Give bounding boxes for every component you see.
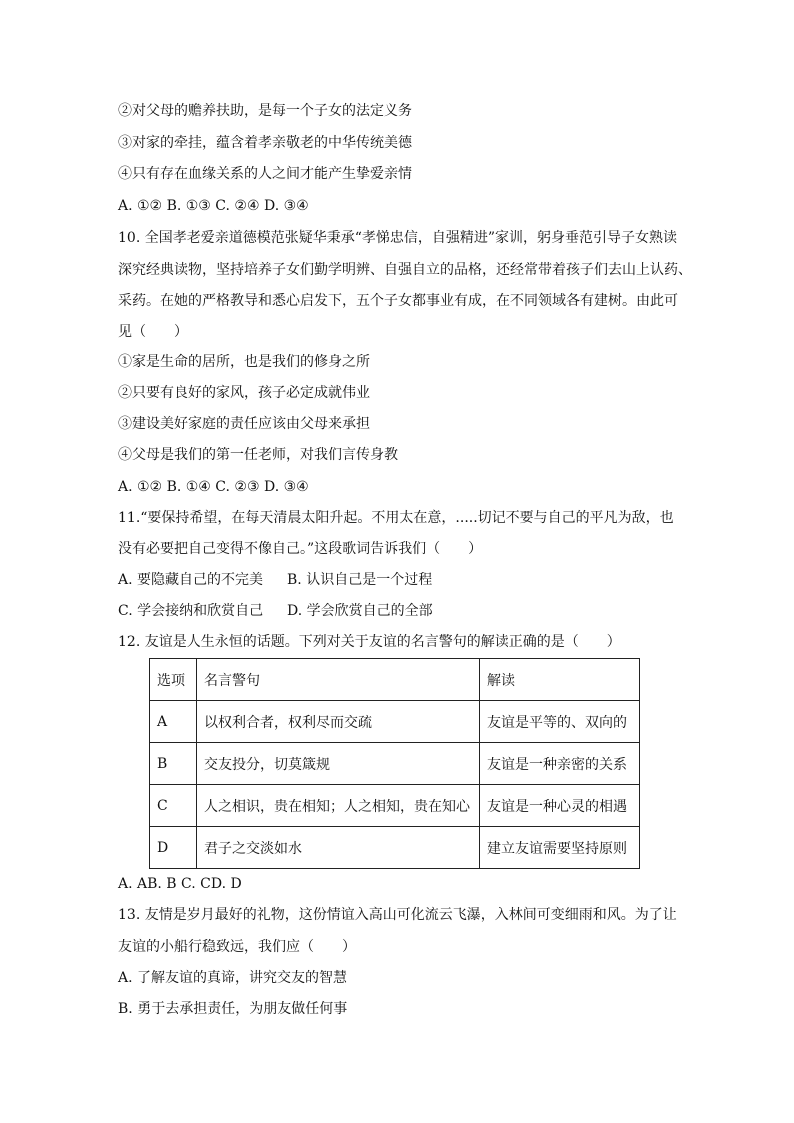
q9-option-4: ④只有存在血缘关系的人之间才能产生挚爱亲情 [118, 166, 412, 182]
table-header-cell: 解读 [480, 659, 640, 701]
q10-stem-line-1: 10. 全国孝老爱亲道德模范张疑华秉承“孝悌忠信，自强精进”家训，躬身垂范引导子女熟读 [118, 230, 678, 246]
table-cell: 人之相识，贵在相知；人之相知，贵在知心 [197, 785, 480, 827]
table-cell: 以权利合者，权利尽而交疏 [197, 701, 480, 743]
table-row [150, 827, 640, 869]
q9-answer-choices: A. ①② B. ①③ C. ②④ D. ③④ [118, 198, 309, 214]
table-cell: B [150, 743, 197, 785]
table-row [150, 743, 640, 785]
table-row [150, 785, 640, 827]
q10-stem-line-2: 深究经典读物，坚持培养子女们勤学明辨、自强自立的品格，还经常带着孩子们去山上认药、 [118, 262, 692, 278]
table-header-cell: 选项 [150, 659, 197, 701]
q10-option-1: ①家是生命的居所，也是我们的修身之所 [118, 354, 370, 370]
q13-option-b: B. 勇于去承担责任，为朋友做任何事 [118, 1001, 348, 1017]
table-cell: 友谊是一种心灵的相遇 [480, 785, 640, 827]
table-cell: D [150, 827, 197, 869]
q13-stem-line-2: 友谊的小船行稳致远，我们应（ ） [118, 939, 356, 955]
table-cell: 友谊是平等的、双向的 [480, 701, 640, 743]
table-row [150, 701, 640, 743]
q10-stem-line-4: 见（ ） [118, 324, 188, 340]
q11-option-d: D. 学会欣赏自己的全部 [287, 603, 433, 619]
q12-answer-choices: A. AB. B C. CD. D [118, 876, 242, 892]
q11-option-c: C. 学会接纳和欣赏自己 [118, 603, 264, 619]
table-cell: 友谊是一种亲密的关系 [480, 743, 640, 785]
table-cell: 交友投分，切莫箴规 [197, 743, 480, 785]
table-cell: 建立友谊需要坚持原则 [480, 827, 640, 869]
table-cell: A [150, 701, 197, 743]
q10-option-4: ④父母是我们的第一任老师，对我们言传身教 [118, 447, 398, 463]
table-cell: C [150, 785, 197, 827]
q12-stem: 12. 友谊是人生永恒的话题。下列对关于友谊的名言警句的解读正确的是（ ） [118, 634, 621, 650]
table-header-cell: 名言警句 [197, 659, 480, 701]
q11-option-b: B. 认识自己是一个过程 [287, 572, 433, 588]
q10-stem-line-3: 采药。在她的严格教导和悉心启发下，五个子女都事业有成，在不同领域各有建树。由此可 [118, 293, 678, 309]
q13-option-a: A. 了解友谊的真谛，讲究交友的智慧 [118, 970, 348, 986]
q11-stem-line-1: 11.“要保持希望，在每天清晨太阳升起。不用太在意，.....切记不要与自己的平凡为敌，也 [118, 510, 674, 526]
q10-answer-choices: A. ①② B. ①④ C. ②③ D. ③④ [118, 479, 309, 495]
table-cell: 君子之交淡如水 [197, 827, 480, 869]
table-header-row [150, 659, 640, 701]
q10-option-3: ③建设美好家庭的责任应该由父母来承担 [118, 416, 370, 432]
q11-stem-line-2: 没有必要把自己变得不像自己。”这段歌词告诉我们（ ） [118, 541, 483, 557]
q13-stem-line-1: 13. 友情是岁月最好的礼物，这份情谊入高山可化流云飞瀑，入林间可变细雨和风。为了让 [118, 907, 677, 923]
q10-option-2: ②只要有良好的家风，孩子必定成就伟业 [118, 385, 370, 401]
q9-option-3: ③对家的牵挂，蕴含着孝亲敬老的中华传统美德 [118, 135, 412, 151]
q9-option-2: ②对父母的赡养扶助，是每一个子女的法定义务 [118, 103, 412, 119]
q12-quote-table [149, 658, 640, 869]
q11-option-a: A. 要隐藏自己的不完美 [118, 572, 264, 588]
